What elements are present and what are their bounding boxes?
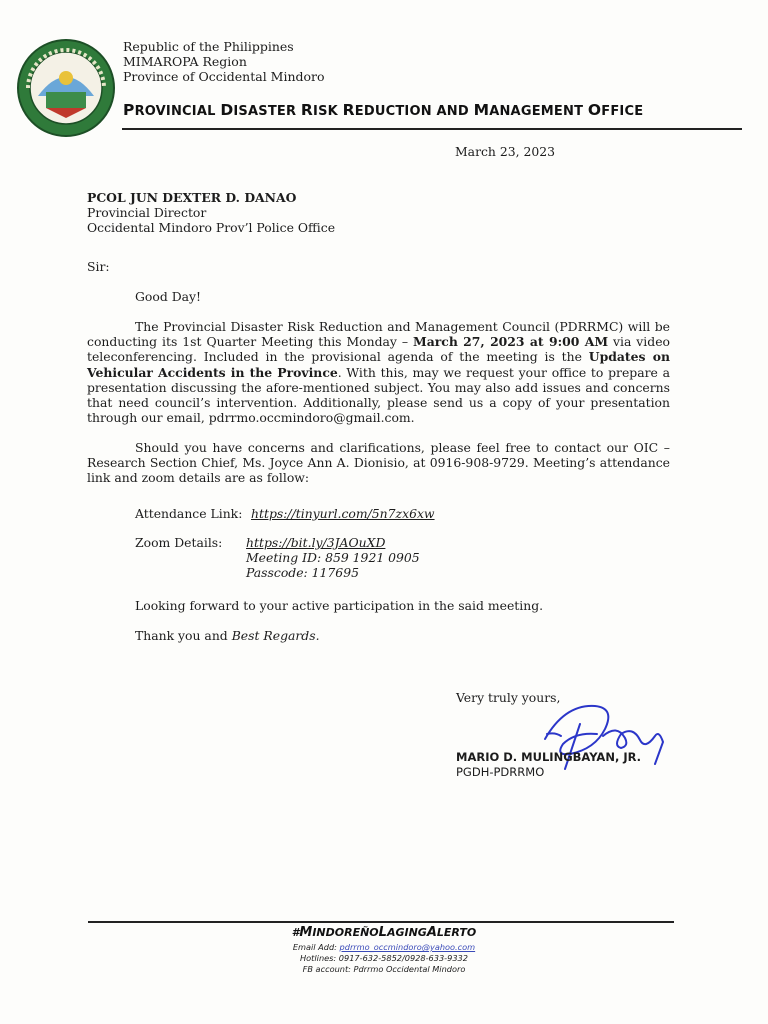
greeting: Good Day!	[135, 289, 201, 304]
hashtag-cap: M	[299, 925, 313, 940]
footer-rule	[88, 921, 674, 923]
zoom-link[interactable]: https://bit.ly/3JAOuXD	[246, 535, 386, 550]
footer-fb: FB account: Pdrrmo Occidental Mindoro	[302, 964, 466, 974]
office-title-text: ROVINCIAL	[134, 104, 221, 119]
hashtag-text: #	[291, 926, 300, 939]
office-title-text: ISASTER	[233, 104, 301, 119]
footer-email: Email Add: pdrrmo_occmindoro@yahoo.com	[292, 942, 476, 952]
office-title-cap: M	[473, 101, 490, 119]
office-title-cap: D	[220, 101, 234, 119]
closing-line: Looking forward to your active participation in the said meeting.	[135, 598, 544, 613]
hashtag-text: LERTO	[436, 926, 477, 939]
office-title-cap: P	[123, 101, 135, 119]
paragraph-contact: Should you have concerns and clarifications, please feel free to contact our OIC – Research Section Chief, Ms. Joyce Ann A. Dionisio, at 0916-908-9729. Meeting’s attendance link and zoom details are as follow:	[87, 440, 670, 486]
office-title-cap: O	[587, 101, 602, 119]
header-country: Republic of the Philippines	[123, 39, 294, 54]
zoom-label: Zoom Details:	[135, 535, 223, 550]
office-title-cap: R	[342, 101, 355, 119]
header-province: Province of Occidental Mindoro	[123, 69, 325, 84]
province-seal-icon	[16, 38, 116, 138]
office-title-text: FFICE	[601, 104, 644, 119]
signatory-title: PGDH-PDRRMO	[456, 765, 545, 779]
hashtag-text: INDOREÑO	[312, 926, 379, 939]
header-region: MIMAROPA Region	[123, 54, 247, 69]
recipient-name: PCOL JUN DEXTER D. DANAO	[87, 190, 297, 205]
thank-you-line: Thank you and Best Regards.	[135, 628, 320, 643]
recipient-position: Provincial Director	[87, 205, 207, 220]
attendance-link[interactable]: https://tinyurl.com/5n7zx6xw	[251, 506, 435, 521]
footer-hotlines: Hotlines: 0917-632-5852/0928-633-9332	[300, 953, 468, 963]
zoom-passcode: Passcode: 117695	[246, 565, 359, 580]
office-title-text: ISK	[313, 104, 343, 119]
office-title-text: EDUCTION AND	[354, 104, 474, 119]
recipient-office: Occidental Mindoro Prov’l Police Office	[87, 220, 336, 235]
hashtag-cap: L	[378, 925, 387, 940]
paragraph-meeting: The Provincial Disaster Risk Reduction and Management Council (PDRRMC) will be conducting its 1st Quarter Meeting this Monday – March 27, 2023 at 9:00 AM via video teleconferencing. Included in the provisional agenda of the meeting is the Updates on Vehicular Accidents in the Province. With this, may we request your office to prepare a presentation discussing the afore-mentioned subject. You may also add issues and concerns that need council’s intervention. Additionally, please send us a copy of your presentation through our email, pdrrmo.occmindoro@gmail.com.	[87, 319, 670, 426]
office-title	[123, 101, 743, 119]
hashtag-cap: A	[426, 925, 437, 940]
signoff: Very truly yours,	[456, 690, 561, 705]
salutation: Sir:	[87, 259, 110, 274]
attendance-label: Attendance Link:	[135, 506, 243, 521]
office-title-cap: R	[300, 101, 314, 119]
office-title-text: ANAGEMENT	[489, 104, 588, 119]
letter-date: March 23, 2023	[455, 144, 556, 159]
signatory-name: MARIO D. MULINGBAYAN, JR.	[456, 750, 642, 764]
footer-hashtag	[0, 925, 768, 940]
header-rule	[122, 128, 742, 130]
hashtag-text: AGING	[386, 926, 427, 939]
zoom-meeting-id: Meeting ID: 859 1921 0905	[246, 550, 420, 565]
footer-email-link[interactable]: pdrrmo_occmindoro@yahoo.com	[339, 942, 476, 952]
